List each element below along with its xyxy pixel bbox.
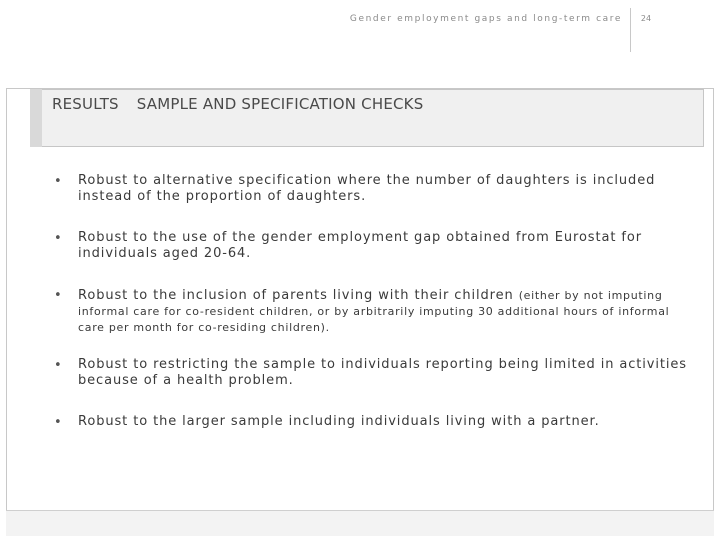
bullet-text: Robust to alternative specification where the number of daughters is included instead of the proportion of daughters. (78, 173, 656, 204)
bullet-item (78, 288, 688, 336)
bullet-note: (either by not imputing informal care for co-resident children, or by arbitrarily imputing 30 additional hours of informal care per month for co-residing children). (78, 289, 670, 334)
header-divider (630, 8, 631, 52)
section-title: RESULTS (52, 95, 119, 113)
subsection-title: SAMPLE AND SPECIFICATION CHECKS (136, 95, 424, 113)
page-number: 24 (640, 14, 652, 23)
bullet-text: Robust to the use of the gender employment gap obtained from Eurostat for individuals aged 20-64. (78, 230, 642, 261)
footer-bar (6, 510, 714, 536)
bullet-marker: • (54, 358, 62, 373)
bullet-marker: • (54, 174, 62, 189)
bullet-text: Robust to the larger sample including individuals living with a partner. (78, 414, 600, 429)
bullet-text: Robust to the inclusion of parents living with their children (78, 288, 514, 303)
slide-title (52, 95, 423, 113)
title-accent (30, 89, 42, 147)
bullet-text: Robust to restricting the sample to individuals reporting being limited in activities because of a health problem. (78, 357, 687, 388)
bullet-marker: • (54, 231, 62, 246)
bullet-marker: • (54, 288, 62, 303)
bullet-marker: • (54, 415, 62, 430)
running-title: Gender employment gaps and long-term care (349, 14, 622, 24)
